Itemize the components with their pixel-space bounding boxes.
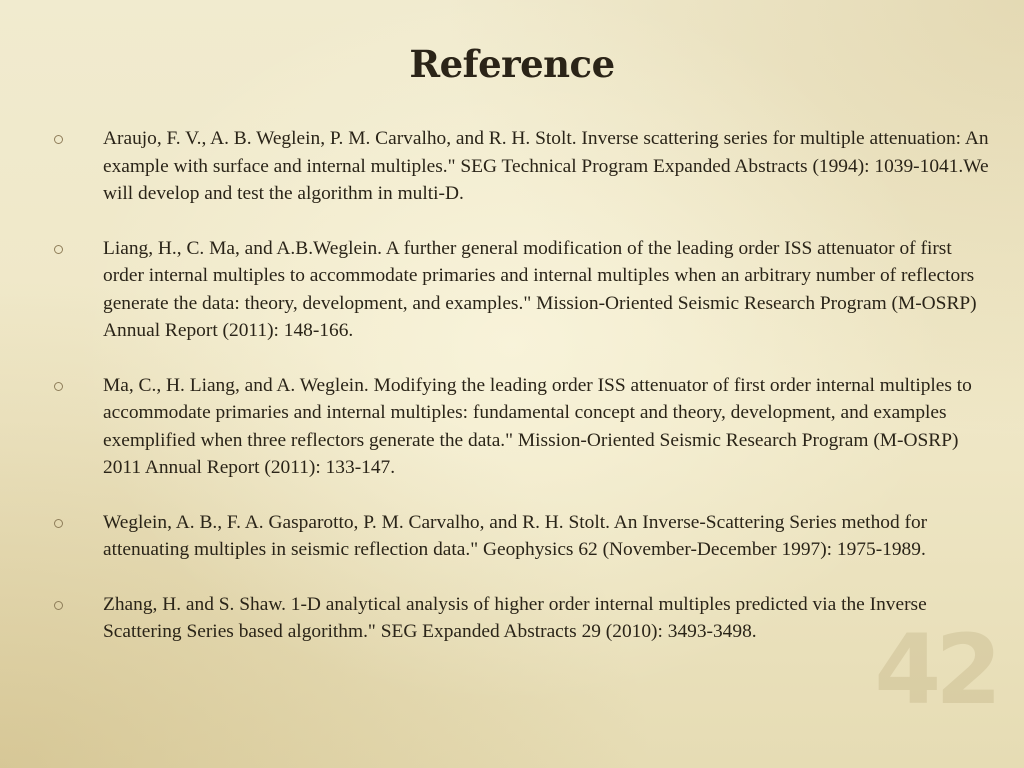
circle-bullet-icon	[54, 519, 63, 528]
circle-bullet-icon	[54, 245, 63, 254]
reference-item	[54, 235, 989, 345]
reference-item	[54, 591, 989, 646]
reference-text: Weglein, A. B., F. A. Gasparotto, P. M. Carvalho, and R. H. Stolt. An Inverse-Scattering Series method for attenuating multiples in seismic reflection data." Geophysics 62 (November-December 1997): 1975-1989.	[103, 511, 928, 560]
reference-list	[54, 125, 989, 673]
slide-title: Reference	[409, 42, 615, 86]
reference-text: Zhang, H. and S. Shaw. 1-D analytical analysis of higher order internal multiples predicted via the Inverse Scattering Series based algorithm." SEG Expanded Abstracts 29 (2010): 3493-3498.	[103, 593, 927, 642]
reference-item	[54, 372, 989, 482]
reference-item	[54, 125, 989, 208]
reference-text: Ma, C., H. Liang, and A. Weglein. Modifying the leading order ISS attenuator of first order internal multiples to accommodate primaries and internal multiples: fundamental concept and theory, development, and examples exemplified when three reflectors generate the data." Mission-Oriented Seismic Research Program (M-OSRP) 2011 Annual Report (2011): 133-147.	[103, 374, 972, 478]
circle-bullet-icon	[54, 135, 63, 144]
circle-bullet-icon	[54, 382, 63, 391]
page-number: 42	[874, 614, 996, 726]
reference-text: Araujo, F. V., A. B. Weglein, P. M. Carvalho, and R. H. Stolt. Inverse scattering series for multiple attenuation: An example with surface and internal multiples." SEG Technical Program Expanded Abstracts (1994): 1039-1041.We will develop and test the algorithm in multi-D.	[103, 128, 989, 204]
reference-item	[54, 509, 989, 564]
reference-text: Liang, H., C. Ma, and A.B.Weglein. A further general modification of the leading order ISS attenuator of first order internal multiples to accommodate primaries and internal multiples when an arbitrary number of reflectors generate the data: theory, development, and examples." Mission-Oriented Seismic Research Program (M-OSRP) Annual Report (2011): 148-166.	[103, 237, 977, 341]
circle-bullet-icon	[54, 601, 63, 610]
